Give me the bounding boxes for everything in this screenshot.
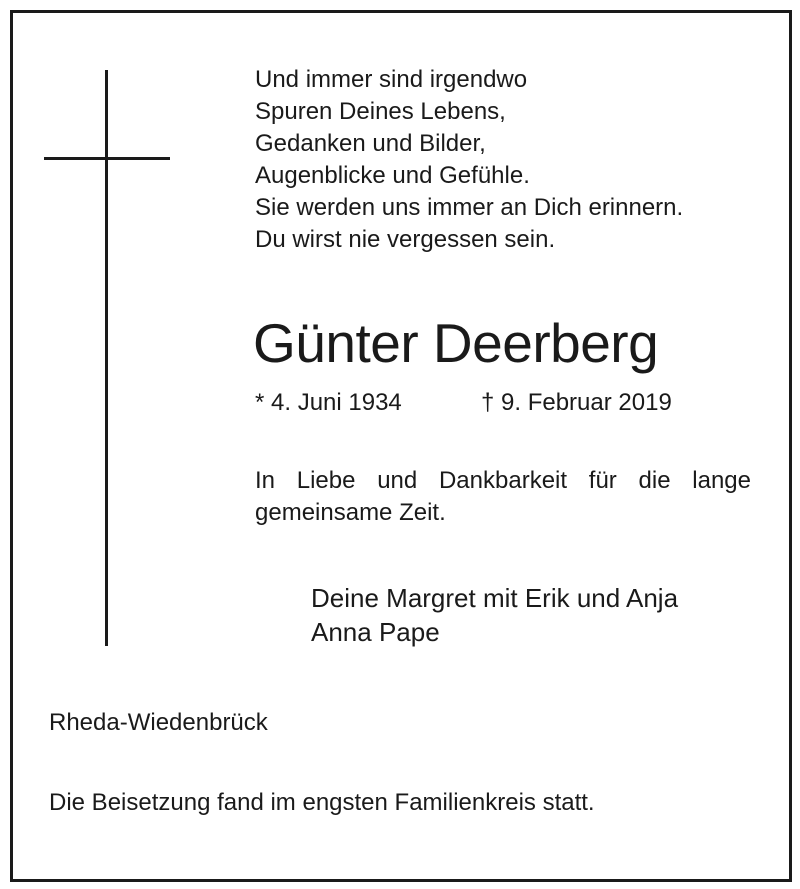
dedication-line: In Liebe und Dankbarkeit für die lange [255,467,751,494]
poem-line: Spuren Deines Lebens, [255,98,506,125]
deceased-name: Günter Deerberg [253,312,659,374]
birth-date: * 4. Juni 1934 [255,389,402,416]
poem [255,64,775,256]
place-of-residence: Rheda-Wiedenbrück [49,709,268,736]
mourners [311,581,678,649]
funeral-note: Die Beisetzung fand im engsten Familienkreis statt. [49,789,595,816]
poem-line: Augenblicke und Gefühle. [255,162,530,189]
mourner-line: Deine Margret mit Erik und Anja [311,583,679,613]
poem-line: Und immer sind irgendwo [255,66,528,93]
dedication-line: gemeinsame Zeit. [255,499,446,526]
mourner-line: Anna Pape [311,617,440,647]
cross-horizontal-bar [44,157,170,160]
death-date: † 9. Februar 2019 [481,389,672,416]
dedication [255,465,751,529]
poem-line: Sie werden uns immer an Dich erinnern. [255,194,684,221]
poem-line: Du wirst nie vergessen sein. [255,226,556,253]
poem-line: Gedanken und Bilder, [255,130,486,157]
